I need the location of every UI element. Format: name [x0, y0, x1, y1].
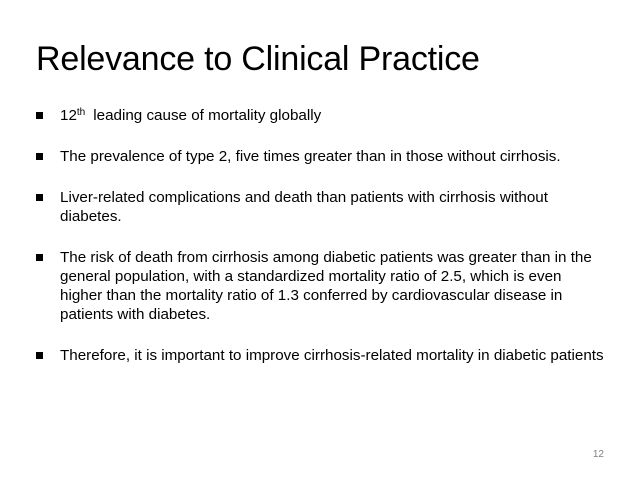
slide-title: Relevance to Clinical Practice: [36, 40, 480, 78]
square-bullet-icon: [36, 153, 43, 160]
bullet-text: leading cause of mortality globally: [93, 107, 322, 124]
bullet-text: The risk of death from cirrhosis among diabetic patients was greater than in the general population, with a standardized mortality ratio of 2.5, which is even higher than the mortality ratio of 1.3 conferred by cardiovascular disease in patients with diabetes.: [60, 249, 592, 323]
square-bullet-icon: [36, 194, 43, 201]
bullet-prefix: 12: [60, 107, 77, 124]
bullet-text: Therefore, it is important to improve cirrhosis-related mortality in diabetic patients: [60, 347, 604, 364]
bullet-item: [34, 346, 604, 365]
bullet-text: Liver-related complications and death than patients with cirrhosis without diabetes.: [60, 189, 548, 225]
bullet-item: [34, 248, 604, 324]
page-number: 12: [592, 449, 604, 460]
square-bullet-icon: [36, 352, 43, 359]
bullet-item: [34, 106, 604, 125]
bullet-item: [34, 188, 604, 226]
square-bullet-icon: [36, 254, 43, 261]
square-bullet-icon: [36, 112, 43, 119]
bullet-item: [34, 147, 604, 166]
ordinal-superscript: th: [76, 107, 86, 118]
bullet-text: The prevalence of type 2, five times greater than in those without cirrhosis.: [60, 148, 561, 165]
bullet-list: [34, 106, 604, 387]
